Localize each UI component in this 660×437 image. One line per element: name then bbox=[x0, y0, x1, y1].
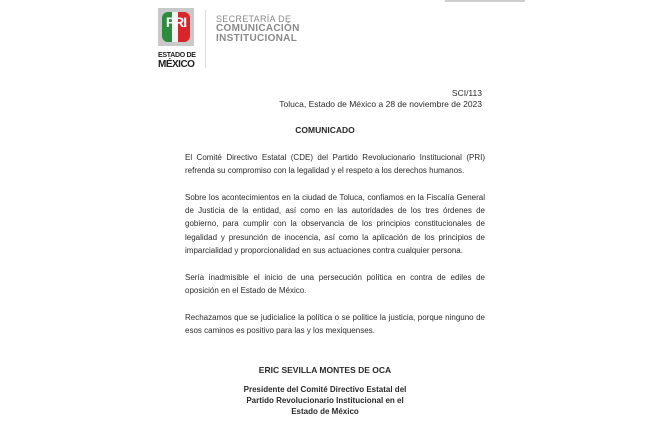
pri-logo bbox=[158, 8, 196, 72]
signatory-role bbox=[0, 384, 655, 417]
place-date: Toluca, Estado de México a 28 de noviembre de 2023 bbox=[279, 99, 482, 109]
secretaria-line2: COMUNICACIÓN bbox=[216, 23, 300, 34]
reference-block bbox=[279, 88, 482, 110]
paragraph: Sobre los acontecimientos en la ciudad de Toluca, confiamos en la Fiscalía General de Justicia de la entidad, así como en las autoridades de los tres órdenes de gobierno, para cumplir con la observancia de los principios constitucionales de legalidad y presunción de inocencia, así como la aplicación de los principios de imparcialidad y proporcionalidad en sus actuaciones contra cualquier persona. bbox=[185, 192, 485, 256]
reference-code: SCI/113 bbox=[451, 88, 482, 98]
role-line1: Presidente del Comité Directivo Estatal del bbox=[243, 385, 407, 394]
logo-letters: PRI bbox=[165, 14, 187, 30]
top-edge-bar bbox=[445, 0, 525, 2]
secretaria-line3: INSTITUCIONAL bbox=[216, 33, 298, 44]
role-line3: Estado de México bbox=[291, 407, 359, 416]
document-body bbox=[185, 151, 485, 350]
role-line2: Partido Revolucionario Institucional en el bbox=[246, 396, 404, 405]
paragraph: Rechazamos que se judicialice la política o se politice la justicia, porque ninguno de esos caminos es positivo para las y los mexiquenses. bbox=[185, 312, 485, 335]
logo-state-line2: MÉXICO bbox=[158, 59, 195, 70]
logo-state-line1: ESTADO DE bbox=[158, 52, 196, 59]
secretaria-label bbox=[216, 14, 300, 44]
signatory-name: ERIC SEVILLA MONTES DE OCA bbox=[258, 365, 392, 375]
secretaria-line1: SECRETARÍA DE bbox=[216, 14, 292, 24]
paragraph: El Comité Directivo Estatal (CDE) del Partido Revolucionario Institucional (PRI) refrenda su compromiso con la legalidad y el respeto a los derechos humanos. bbox=[185, 153, 485, 176]
document-title: COMUNICADO bbox=[295, 125, 355, 135]
paragraph: Sería inadmisible el inicio de una persecución política en contra de ediles de oposición en el Estado de México. bbox=[185, 272, 485, 295]
header-divider bbox=[205, 10, 206, 68]
